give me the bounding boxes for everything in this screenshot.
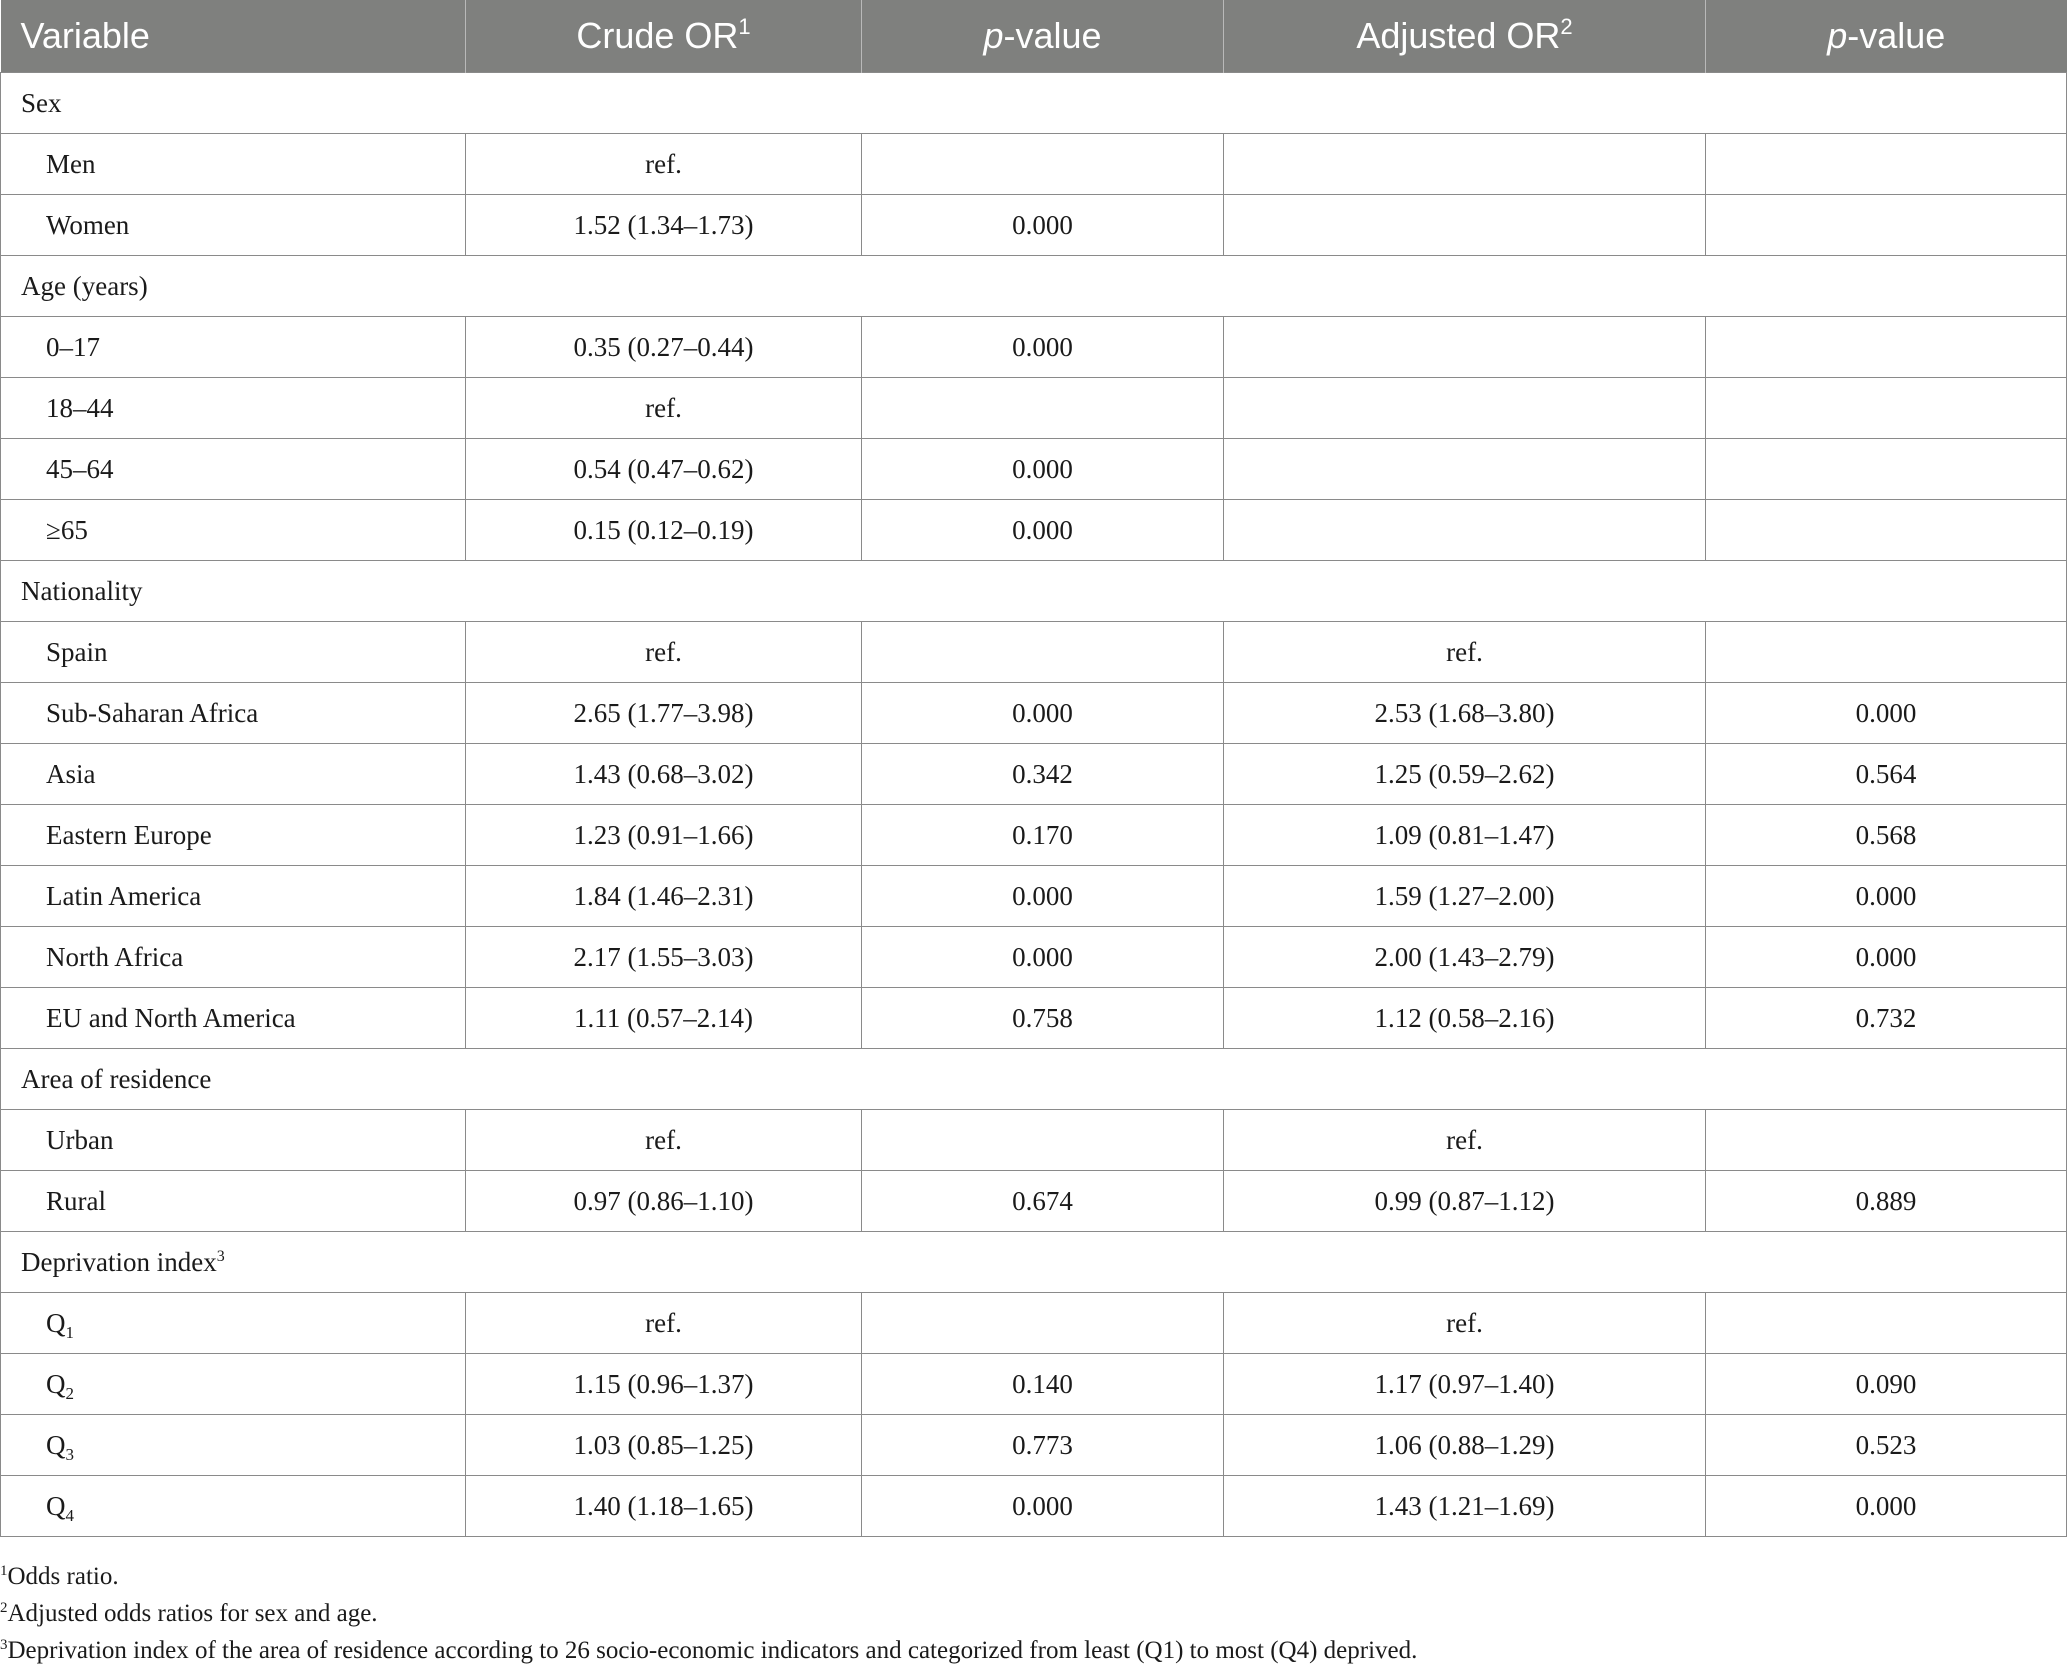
adjusted-or-cell: ref. [1224, 1110, 1706, 1171]
footnote [0, 1558, 1417, 1595]
adjusted-or-cell: 1.25 (0.59–2.62) [1224, 744, 1706, 805]
adjusted-or-cell: ref. [1224, 622, 1706, 683]
category-row [1, 73, 2067, 134]
crude-or-cell: 0.97 (0.86–1.10) [466, 1171, 862, 1232]
crude-p-value-cell: 0.000 [862, 317, 1224, 378]
table-row [1, 1476, 2067, 1537]
table-row [1, 1354, 2067, 1415]
crude-p-value-cell: 0.773 [862, 1415, 1224, 1476]
variable-text: Rural [46, 1185, 106, 1216]
variable-text: Latin America [46, 880, 202, 911]
category-label-text: Nationality [21, 575, 143, 606]
variable-cell [1, 439, 466, 500]
adjusted-p-value-cell: 0.564 [1706, 744, 2067, 805]
footnote-mark: 1 [0, 1563, 8, 1579]
table-row [1, 439, 2067, 500]
variable-text: Q [46, 1490, 66, 1521]
variable-text: Eastern Europe [46, 819, 212, 850]
table-row [1, 378, 2067, 439]
footnote [0, 1595, 1417, 1632]
footnote-text: Odds ratio. [7, 1563, 119, 1590]
adjusted-p-value-cell: 0.000 [1706, 866, 2067, 927]
adjusted-p-value-cell [1706, 1293, 2067, 1354]
adjusted-p-value-cell: 0.090 [1706, 1354, 2067, 1415]
variable-cell [1, 1354, 466, 1415]
variable-text: Sub-Saharan Africa [46, 697, 259, 728]
variable-cell [1, 1171, 466, 1232]
footnote [0, 1632, 1417, 1669]
adjusted-p-value-cell: 0.000 [1706, 1476, 2067, 1537]
header-p-value-crude: p-value [862, 0, 1224, 73]
table-row [1, 134, 2067, 195]
adjusted-or-cell [1224, 378, 1706, 439]
adjusted-or-cell: 1.06 (0.88–1.29) [1224, 1415, 1706, 1476]
header-adjusted-or-note: 2 [1560, 14, 1573, 39]
table-row [1, 744, 2067, 805]
crude-or-cell: 1.52 (1.34–1.73) [466, 195, 862, 256]
adjusted-p-value-cell [1706, 622, 2067, 683]
adjusted-p-value-cell: 0.732 [1706, 988, 2067, 1049]
variable-cell [1, 1476, 466, 1537]
crude-or-cell: ref. [466, 378, 862, 439]
adjusted-p-value-cell: 0.523 [1706, 1415, 2067, 1476]
adjusted-p-value-cell [1706, 500, 2067, 561]
table-row [1, 195, 2067, 256]
adjusted-or-cell: 1.17 (0.97–1.40) [1224, 1354, 1706, 1415]
adjusted-p-value-cell: 0.000 [1706, 683, 2067, 744]
adjusted-or-cell: 1.43 (1.21–1.69) [1224, 1476, 1706, 1537]
variable-cell [1, 195, 466, 256]
adjusted-or-cell: 2.00 (1.43–2.79) [1224, 927, 1706, 988]
crude-or-cell: ref. [466, 622, 862, 683]
category-row [1, 561, 2067, 622]
crude-or-cell: 1.40 (1.18–1.65) [466, 1476, 862, 1537]
variable-text: 18–44 [46, 392, 114, 423]
variable-cell [1, 988, 466, 1049]
table-row [1, 927, 2067, 988]
category-label-text: Deprivation index [21, 1246, 217, 1277]
crude-p-value-cell: 0.170 [862, 805, 1224, 866]
variable-subscript: 4 [65, 1505, 74, 1525]
table-row [1, 1110, 2067, 1171]
variable-text: Q [46, 1368, 66, 1399]
category-row [1, 1232, 2067, 1293]
variable-text: Spain [46, 636, 108, 667]
crude-or-cell: 1.11 (0.57–2.14) [466, 988, 862, 1049]
category-label [1, 73, 2067, 134]
adjusted-or-cell [1224, 500, 1706, 561]
table-body [1, 73, 2067, 1537]
adjusted-or-cell [1224, 195, 1706, 256]
crude-p-value-cell [862, 1110, 1224, 1171]
crude-or-cell: 1.23 (0.91–1.66) [466, 805, 862, 866]
variable-cell [1, 744, 466, 805]
crude-p-value-cell: 0.000 [862, 439, 1224, 500]
variable-text: ≥65 [46, 514, 88, 545]
crude-p-value-cell [862, 1293, 1224, 1354]
adjusted-or-cell [1224, 439, 1706, 500]
table-row [1, 500, 2067, 561]
header-crude-or-note: 1 [738, 14, 751, 39]
adjusted-or-cell: ref. [1224, 1293, 1706, 1354]
crude-p-value-cell: 0.758 [862, 988, 1224, 1049]
variable-text: 45–64 [46, 453, 114, 484]
adjusted-p-value-cell [1706, 317, 2067, 378]
adjusted-or-cell [1224, 134, 1706, 195]
table-row [1, 988, 2067, 1049]
adjusted-p-value-cell: 0.000 [1706, 927, 2067, 988]
crude-p-value-cell: 0.000 [862, 1476, 1224, 1537]
crude-or-cell: 1.03 (0.85–1.25) [466, 1415, 862, 1476]
variable-cell [1, 622, 466, 683]
footnote-mark: 3 [0, 1637, 8, 1653]
adjusted-or-cell: 0.99 (0.87–1.12) [1224, 1171, 1706, 1232]
table-row [1, 683, 2067, 744]
variable-cell [1, 805, 466, 866]
adjusted-or-cell: 1.09 (0.81–1.47) [1224, 805, 1706, 866]
category-label [1, 561, 2067, 622]
adjusted-or-cell [1224, 317, 1706, 378]
category-row [1, 1049, 2067, 1110]
category-label [1, 1232, 2067, 1293]
variable-text: Women [46, 209, 130, 240]
crude-p-value-cell: 0.140 [862, 1354, 1224, 1415]
crude-p-value-cell: 0.000 [862, 683, 1224, 744]
table-row [1, 1293, 2067, 1354]
category-row [1, 256, 2067, 317]
crude-or-cell: 1.15 (0.96–1.37) [466, 1354, 862, 1415]
variable-cell [1, 927, 466, 988]
category-label [1, 256, 2067, 317]
variable-text: EU and North America [46, 1002, 296, 1033]
variable-text: 0–17 [46, 331, 100, 362]
variable-text: North Africa [46, 941, 184, 972]
crude-p-value-cell: 0.000 [862, 195, 1224, 256]
header-row [1, 0, 2067, 73]
variable-subscript: 1 [65, 1322, 74, 1342]
crude-or-cell: 2.17 (1.55–3.03) [466, 927, 862, 988]
header-variable: Variable [1, 0, 466, 73]
adjusted-or-cell: 1.12 (0.58–2.16) [1224, 988, 1706, 1049]
variable-cell [1, 378, 466, 439]
category-label-note: 3 [216, 1247, 225, 1265]
adjusted-p-value-cell [1706, 195, 2067, 256]
adjusted-p-value-cell: 0.568 [1706, 805, 2067, 866]
table-row [1, 866, 2067, 927]
crude-or-cell: ref. [466, 1110, 862, 1171]
table-row [1, 317, 2067, 378]
category-label-text: Sex [21, 87, 62, 118]
table-header [1, 0, 2067, 73]
adjusted-p-value-cell [1706, 1110, 2067, 1171]
adjusted-or-cell: 1.59 (1.27–2.00) [1224, 866, 1706, 927]
crude-or-cell: 0.35 (0.27–0.44) [466, 317, 862, 378]
footnote-mark: 2 [0, 1600, 8, 1616]
variable-text: Men [46, 148, 96, 179]
header-p-value-adjusted: p-value [1706, 0, 2067, 73]
table-footnotes [0, 1558, 1417, 1669]
variable-text: Urban [46, 1124, 114, 1155]
variable-cell [1, 1110, 466, 1171]
header-crude-or: Crude $OR^1$ [466, 0, 862, 73]
variable-cell [1, 866, 466, 927]
category-label [1, 1049, 2067, 1110]
variable-cell [1, 1415, 466, 1476]
crude-or-cell: 1.84 (1.46–2.31) [466, 866, 862, 927]
adjusted-or-cell: 2.53 (1.68–3.80) [1224, 683, 1706, 744]
category-label-text: Area of residence [21, 1063, 212, 1094]
footnote-text: Adjusted odds ratios for sex and age. [7, 1600, 378, 1627]
crude-p-value-cell: 0.000 [862, 866, 1224, 927]
adjusted-p-value-cell [1706, 134, 2067, 195]
table-row [1, 1415, 2067, 1476]
crude-p-value-cell: 0.674 [862, 1171, 1224, 1232]
crude-p-value-cell: 0.000 [862, 927, 1224, 988]
variable-cell [1, 683, 466, 744]
crude-or-cell: ref. [466, 134, 862, 195]
crude-or-cell: 0.15 (0.12–0.19) [466, 500, 862, 561]
crude-p-value-cell: 0.000 [862, 500, 1224, 561]
variable-text: Asia [46, 758, 96, 789]
table-row [1, 1171, 2067, 1232]
adjusted-p-value-cell: 0.889 [1706, 1171, 2067, 1232]
adjusted-p-value-cell [1706, 378, 2067, 439]
variable-cell [1, 317, 466, 378]
variable-cell [1, 500, 466, 561]
table-row [1, 805, 2067, 866]
category-label-text: Age (years) [21, 270, 148, 301]
footnote-text: Deprivation index of the area of residence according to 26 socio-economic indicators and categorized from least (Q1) to most (Q4) deprived. [7, 1637, 1418, 1664]
crude-p-value-cell: 0.342 [862, 744, 1224, 805]
table-row [1, 622, 2067, 683]
variable-text: Q [46, 1429, 66, 1460]
variable-text: Q [46, 1307, 66, 1338]
crude-p-value-cell [862, 378, 1224, 439]
crude-p-value-cell [862, 622, 1224, 683]
crude-or-cell: 0.54 (0.47–0.62) [466, 439, 862, 500]
header-adjusted-or: Adjusted $OR^2$ [1224, 0, 1706, 73]
variable-cell [1, 1293, 466, 1354]
variable-subscript: 3 [65, 1444, 74, 1464]
adjusted-p-value-cell [1706, 439, 2067, 500]
variable-subscript: 2 [65, 1383, 74, 1403]
crude-or-cell: 2.65 (1.77–3.98) [466, 683, 862, 744]
crude-or-cell: 1.43 (0.68–3.02) [466, 744, 862, 805]
crude-or-cell: ref. [466, 1293, 862, 1354]
crude-p-value-cell [862, 134, 1224, 195]
variable-cell [1, 134, 466, 195]
